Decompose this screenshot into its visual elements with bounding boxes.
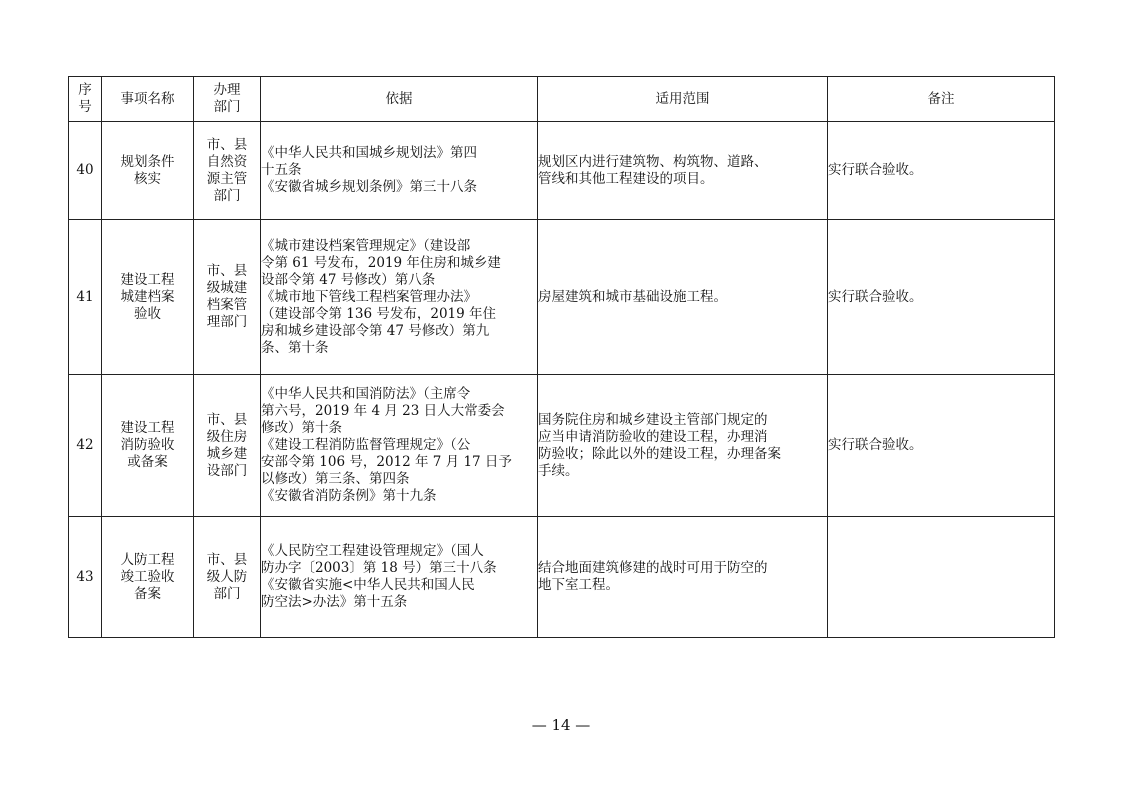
header-remark: 备注 [828, 77, 1055, 122]
handling-department: 市、县 级人防 部门 [194, 517, 261, 638]
header-name: 事项名称 [102, 77, 194, 122]
header-row [69, 77, 1055, 122]
header-basis: 依据 [261, 77, 538, 122]
legal-basis: 《中华人民共和国城乡规划法》第四 十五条 《安徽省城乡规划条例》第三十八条 [261, 122, 538, 220]
legal-basis: 《中华人民共和国消防法》（主席令 第六号，2019 年 4 月 23 日人大常委会 修改）第十条 《建设工程消防监督管理规定》（公 安部令第 106 号，2012 年 7 月 17 日予 以修改）第三条、第四条 《安徽省消防条例》第十九条 [261, 375, 538, 517]
applicable-scope: 结合地面建筑修建的战时可用于防空的 地下室工程。 [538, 517, 828, 638]
applicable-scope: 房屋建筑和城市基础设施工程。 [538, 220, 828, 375]
table-row [69, 375, 1055, 517]
header-no: 序 号 [69, 77, 102, 122]
legal-basis: 《人民防空工程建设管理规定》（国人 防办字〔2003〕第 18 号）第三十八条 《安徽省实施<中华人民共和国人民 防空法>办法》第十五条 [261, 517, 538, 638]
table-row [69, 220, 1055, 375]
remark: 实行联合验收。 [828, 375, 1055, 517]
item-name: 人防工程 竣工验收 备案 [102, 517, 194, 638]
legal-basis: 《城市建设档案管理规定》（建设部 令第 61 号发布，2019 年住房和城乡建 设部令第 47 号修改）第八条 《城市地下管线工程档案管理办法》 （建设部令第 136 号发布，2019 年住 房和城乡建设部令第 47 号修改）第九 条、第十条 [261, 220, 538, 375]
remark: 实行联合验收。 [828, 220, 1055, 375]
handling-department: 市、县 级住房 城乡建 设部门 [194, 375, 261, 517]
page-number: — 14 — [531, 716, 591, 734]
table-row [69, 122, 1055, 220]
items-table [68, 76, 1055, 638]
remark [828, 517, 1055, 638]
header-scope: 适用范围 [538, 77, 828, 122]
table-row [69, 517, 1055, 638]
item-name: 建设工程 消防验收 或备案 [102, 375, 194, 517]
row-number: 41 [69, 220, 102, 375]
applicable-scope: 国务院住房和城乡建设主管部门规定的 应当申请消防验收的建设工程，办理消 防验收；除此以外的建设工程，办理备案 手续。 [538, 375, 828, 517]
header-dept: 办理 部门 [194, 77, 261, 122]
handling-department: 市、县 级城建 档案管 理部门 [194, 220, 261, 375]
handling-department: 市、县 自然资 源主管 部门 [194, 122, 261, 220]
row-number: 40 [69, 122, 102, 220]
remark: 实行联合验收。 [828, 122, 1055, 220]
item-name: 规划条件 核实 [102, 122, 194, 220]
applicable-scope: 规划区内进行建筑物、构筑物、道路、 管线和其他工程建设的项目。 [538, 122, 828, 220]
row-number: 42 [69, 375, 102, 517]
item-name: 建设工程 城建档案 验收 [102, 220, 194, 375]
row-number: 43 [69, 517, 102, 638]
